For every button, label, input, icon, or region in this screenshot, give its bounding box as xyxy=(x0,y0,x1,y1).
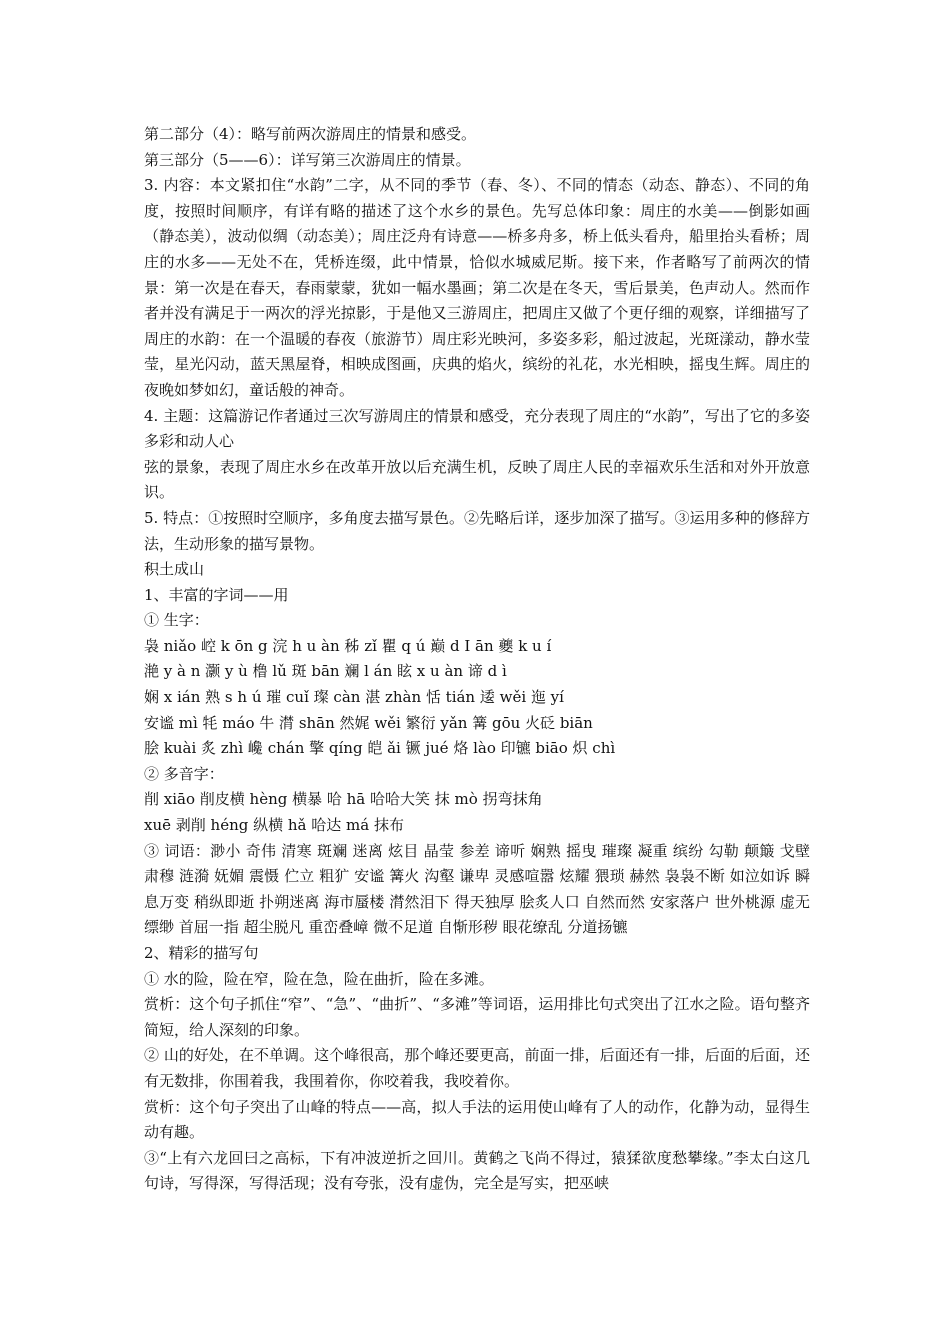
sentence-2-analysis: 赏析：这个句子突出了山峰的特点——高，拟人手法的运用使山峰有了人的动作，化静为动，显得生动有趣。 xyxy=(144,1097,810,1142)
section-heading-accumulate: 积土成山 xyxy=(144,560,205,579)
polyphones-row-2: xuē 剥削 héng 纵横 hǎ 哈达 má 抹布 xyxy=(144,816,404,835)
paragraph-theme: 4. 主题：这篇游记作者通过三次写游周庄的情景和感受，充分表现了周庄的“水韵”，写出了它的多姿多彩和动人心 xyxy=(144,406,810,451)
sentence-3: ③“上有六龙回曰之高标，下有冲波逆折之回川。黄鹤之飞尚不得过，猿猱欲度愁攀缘。”李太白这几句诗，写得深，写得活现；没有夸张，没有虚伪，完全是写实，把巫峡 xyxy=(144,1148,810,1193)
new-characters-row-1: 袅 niǎo 崆 k ōn g 浣 h u àn 秭 zǐ 瞿 q ú 巅 d I ān 夔 k u í xyxy=(144,636,552,655)
new-characters-row-5: 脍 kuài 炙 zhì 巉 chán 擎 qíng 皑 ǎi 镢 jué 烙 lào 印镳 biāo 炽 chì xyxy=(144,739,616,758)
paragraph-theme-continued: 弦的景象，表现了周庄水乡在改革开放以后充满生机，反映了周庄人民的幸福欢乐生活和对外开放意识。 xyxy=(144,457,810,502)
subheading-polyphones: ② 多音字： xyxy=(144,764,224,783)
paragraph-vocabulary-words: ③ 词语：渺小 奇伟 清寒 斑斓 迷离 炫目 晶莹 参差 谛听 娴熟 摇曳 璀璨 凝重 缤纷 勾勒 颠簸 戈壁 肃穆 涟漪 妩媚 震慑 伫立 粗犷 安谧 篝火 沟壑 谦卑 灵感喧嚣 炫耀 猥琐 赫然 袅袅不断 如泣如诉 瞬息万变 稍纵即逝 扑朔迷离 海市蜃楼 潸然泪下 得天独厚 脍炙人口 自然而然 安家落户 世外桃源 虚无缥缈 首屈一指 超尘脱凡 重峦叠嶂 微不足道 自惭形秽 眼花缭乱 分道扬镳 xyxy=(144,841,810,937)
paragraph-part-two: 第二部分（4）：略写前两次游周庄的情景和感受。 xyxy=(144,125,477,143)
sentence-1: ① 水的险，险在窄，险在急，险在曲折，险在多滩。 xyxy=(144,969,494,988)
sentence-1-analysis: 赏析：这个句子抓住“窄”、“急”、“曲折”、“多滩”等词语，运用排比句式突出了江水之险。语句整齐简短，给人深刻的印象。 xyxy=(144,995,810,1039)
section-heading-sentences: 2、精彩的描写句 xyxy=(144,944,259,962)
subheading-new-characters: ① 生字： xyxy=(144,611,209,630)
paragraph-part-three: 第三部分（5——6）：详写第三次游周庄的情景。 xyxy=(144,150,471,169)
document-body xyxy=(144,122,810,1197)
polyphones-row-1: 削 xiāo 削皮横 hèng 横暴 哈 hā 哈哈大笑 抹 mò 拐弯抹角 xyxy=(144,790,543,809)
new-characters-row-2: 滟 y à n 灏 y ù 橹 lǔ 斑 bān 斓 l án 眩 x u àn 谛 d ì xyxy=(144,662,507,681)
paragraph-features: 5. 特点：①按照时空顺序，多角度去描写景色。②先略后详，逐步加深了描写。③运用多种的修辞方法，生动形象的描写景物。 xyxy=(144,508,810,553)
paragraph-content: 3. 内容：本文紧扣住“水韵”二字，从不同的季节（春、冬）、不同的情态（动态、静态）、不同的角度，按照时间顺序，有详有略的描述了这个水乡的景色。先写总体印象：周庄的水美——倒影如画（静态美），波动似绸（动态美）；周庄泛舟有诗意——桥多舟多，桥上低头看舟，船里抬头看桥；周庄的水多——无处不在，凭桥连缀，此中情景，恰似水城威尼斯。接下来，作者略写了前两次的情景：第一次是在春天，春雨蒙蒙，犹如一幅水墨画；第二次是在冬天，雪后景美，色声动人。然而作者并没有满足于一两次的浮光掠影，于是他又三游周庄，把周庄又做了个更仔细的观察，详细描写了周庄的水韵：在一个温暖的春夜（旅游节）周庄彩光映河，多姿多彩，船过波起，光斑漾动，静水莹莹，星光闪动，蓝天黑屋脊，相映成图画，庆典的焰火，缤纷的礼花，水光相映，摇曳生辉。周庄的夜晚如梦如幻，童话般的神奇。 xyxy=(144,176,810,399)
new-characters-row-3: 娴 x ián 熟 s h ú 璀 cuǐ 璨 càn 湛 zhàn 恬 tián 逶 wěi 迤 yí xyxy=(144,688,564,707)
section-heading-vocabulary: 1、丰富的字词——用 xyxy=(144,585,289,604)
new-characters-row-4: 安谧 mì 牦 máo 牛 潸 shān 然娓 wěi 繁衍 yǎn 篝 gōu 火砭 biān xyxy=(144,713,593,732)
sentence-2: ② 山的好处，在不单调。这个峰很高，那个峰还要更高，前面一排，后面还有一排，后面的后面，还有无数排，你围着我，我围着你，你咬着我，我咬着你。 xyxy=(144,1046,810,1090)
